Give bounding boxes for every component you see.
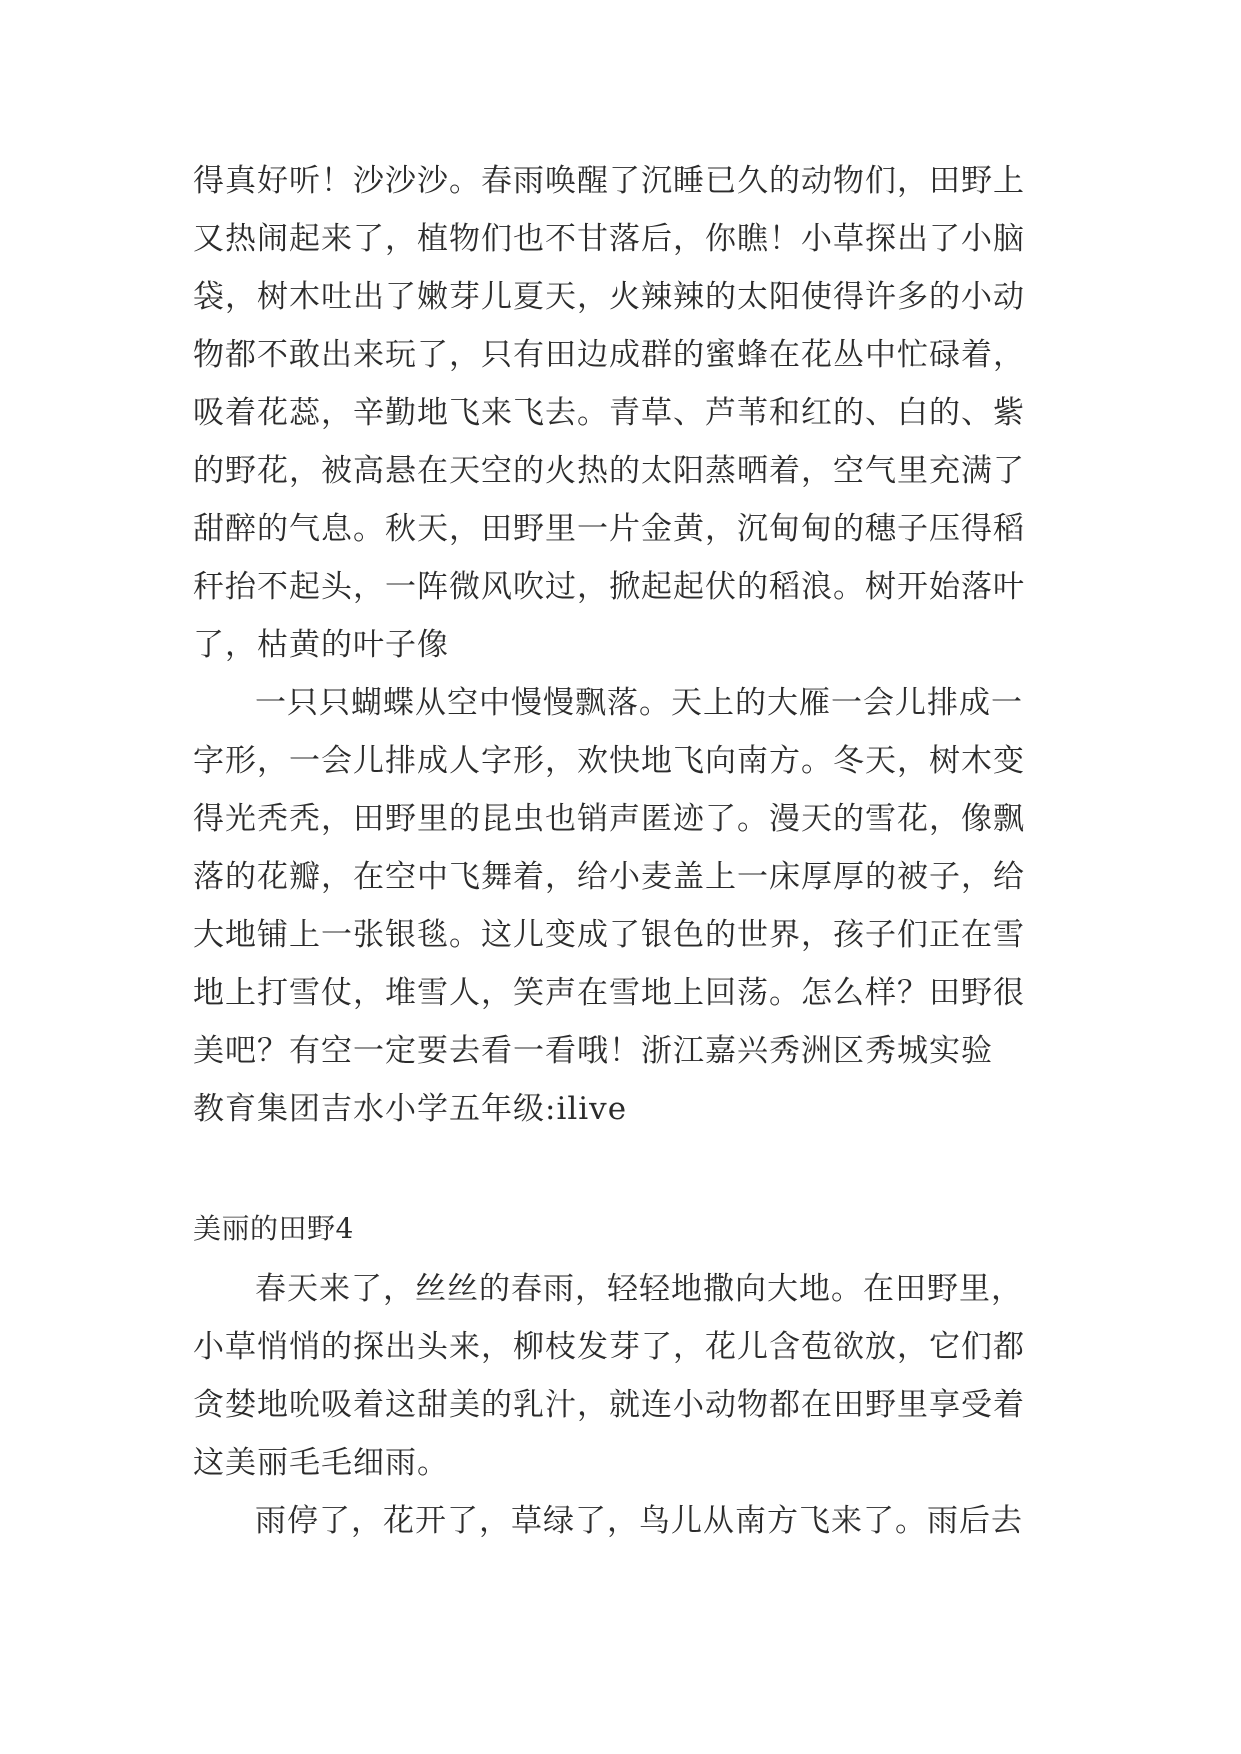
text-line: 大地铺上一张银毯。这儿变成了银色的世界，孩子们正在雪 — [193, 917, 1025, 953]
paragraph-first-line: 雨停了，花开了，草绿了，鸟儿从南方飞来了。雨后去 — [255, 1503, 1023, 1539]
paragraph-first-line: 春天来了，丝丝的春雨，轻轻地撒向大地。在田野里， — [255, 1271, 1023, 1307]
text-line: 贪婪地吮吸着这甜美的乳汁，就连小动物都在田野里享受着 — [193, 1387, 1025, 1423]
text-line: 美吧？有空一定要去看一看哦！浙江嘉兴秀洲区秀城实验 — [193, 1033, 993, 1069]
paragraph-first-line: 一只只蝴蝶从空中慢慢飘落。天上的大雁一会儿排成一 — [255, 685, 1023, 721]
text-line: 吸着花蕊，辛勤地飞来飞去。青草、芦苇和红的、白的、紫 — [193, 395, 1025, 431]
text-line: 这美丽毛毛细雨。 — [193, 1445, 449, 1481]
text-line: 小草悄悄的探出头来，柳枝发芽了，花儿含苞欲放，它们都 — [193, 1329, 1025, 1365]
text-line: 物都不敢出来玩了，只有田边成群的蜜蜂在花丛中忙碌着， — [193, 337, 1025, 373]
text-line: 字形，一会儿排成人字形，欢快地飞向南方。冬天，树木变 — [193, 743, 1025, 779]
text-line: 又热闹起来了，植物们也不甘落后，你瞧！小草探出了小脑 — [193, 221, 1025, 257]
text-line: 的野花，被高悬在天空的火热的太阳蒸晒着，空气里充满了 — [193, 453, 1025, 489]
text-line: 得光秃秃，田野里的昆虫也销声匿迹了。漫天的雪花，像飘 — [193, 801, 1025, 837]
text-line: 秆抬不起头，一阵微风吹过，掀起起伏的稻浪。树开始落叶 — [193, 569, 1025, 605]
text-line: 得真好听！沙沙沙。春雨唤醒了沉睡已久的动物们，田野上 — [193, 163, 1025, 199]
text-line: 教育集团吉水小学五年级:ilive — [193, 1091, 628, 1127]
text-line: 地上打雪仗，堆雪人，笑声在雪地上回荡。怎么样？田野很 — [193, 975, 1025, 1011]
essay-title: 美丽的田野4 — [193, 1212, 354, 1245]
text-line: 甜醉的气息。秋天，田野里一片金黄，沉甸甸的穗子压得稻 — [193, 511, 1025, 547]
text-line: 落的花瓣，在空中飞舞着，给小麦盖上一床厚厚的被子，给 — [193, 859, 1025, 895]
text-line: 袋，树木吐出了嫩芽儿夏天，火辣辣的太阳使得许多的小动 — [193, 279, 1025, 315]
text-line: 了，枯黄的叶子像 — [193, 627, 449, 663]
